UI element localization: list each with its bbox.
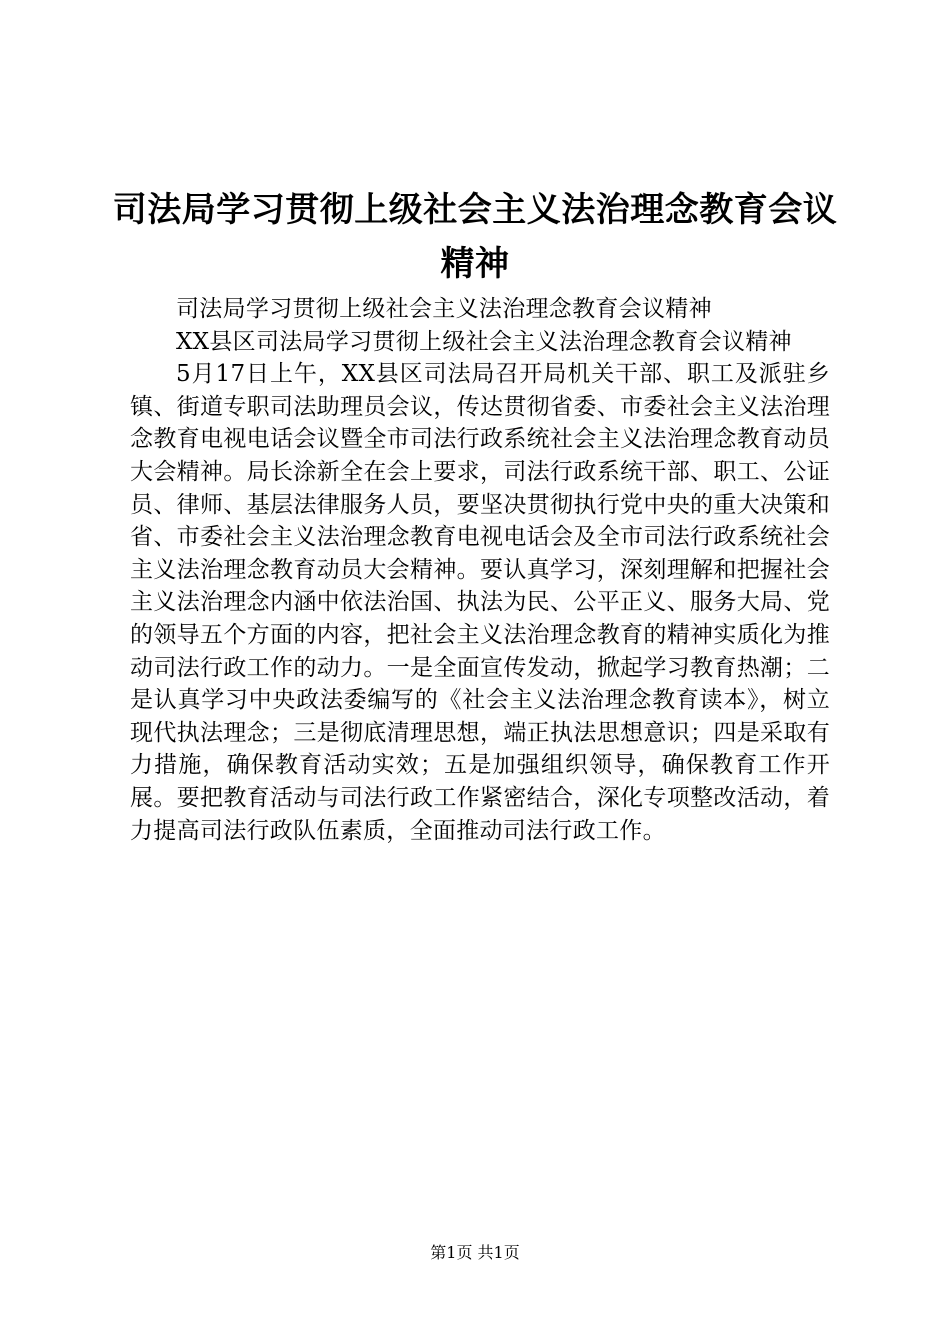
document-title: 司法局学习贯彻上级社会主义法治理念教育会议精神: [112, 190, 838, 284]
paragraph-1: 司法局学习贯彻上级社会主义法治理念教育会议精神: [176, 296, 712, 322]
paragraph-3: 5月17日上午，XX县区司法局召开局机关干部、职工及派驻乡镇、街道专职司法助理员会议，传达贯彻省委、市委社会主义法治理念教育电视电话会议暨全市司法行政系统社会主义法治理念教育动员大会精神。局长涂新全在会上要求，司法行政系统干部、职工、公证员、律师、基层法律服务人员，要坚决贯彻执行党中央的重大决策和省、市委社会主义法治理念教育电视电话会及全市司法行政系统社会主义法治理念教育动员大会精神。要认真学习，深刻理解和把握社会主义法治理念内涵中依法治国、执法为民、公平正义、服务大局、党的领导五个方面的内容，把社会主义法治理念教育的精神实质化为推动司法行政工作的动力。一是全面宣传发动，掀起学习教育热潮；二是认真学习中央政法委编写的《社会主义法治理念教育读本》，树立现代执法理念；三是彻底清理思想，端正执法思想意识；四是采取有力措施，确保教育活动实效；五是加强组织领导，确保教育工作开展。要把教育活动与司法行政工作紧密结合，深化专项整改活动，着力提高司法行政队伍素质，全面推动司法行政工作。: [130, 361, 830, 844]
document-body: [130, 293, 830, 847]
page-footer: 第1页 共1页: [430, 1243, 520, 1262]
paragraph-2: XX县区司法局学习贯彻上级社会主义法治理念教育会议精神: [176, 328, 792, 355]
